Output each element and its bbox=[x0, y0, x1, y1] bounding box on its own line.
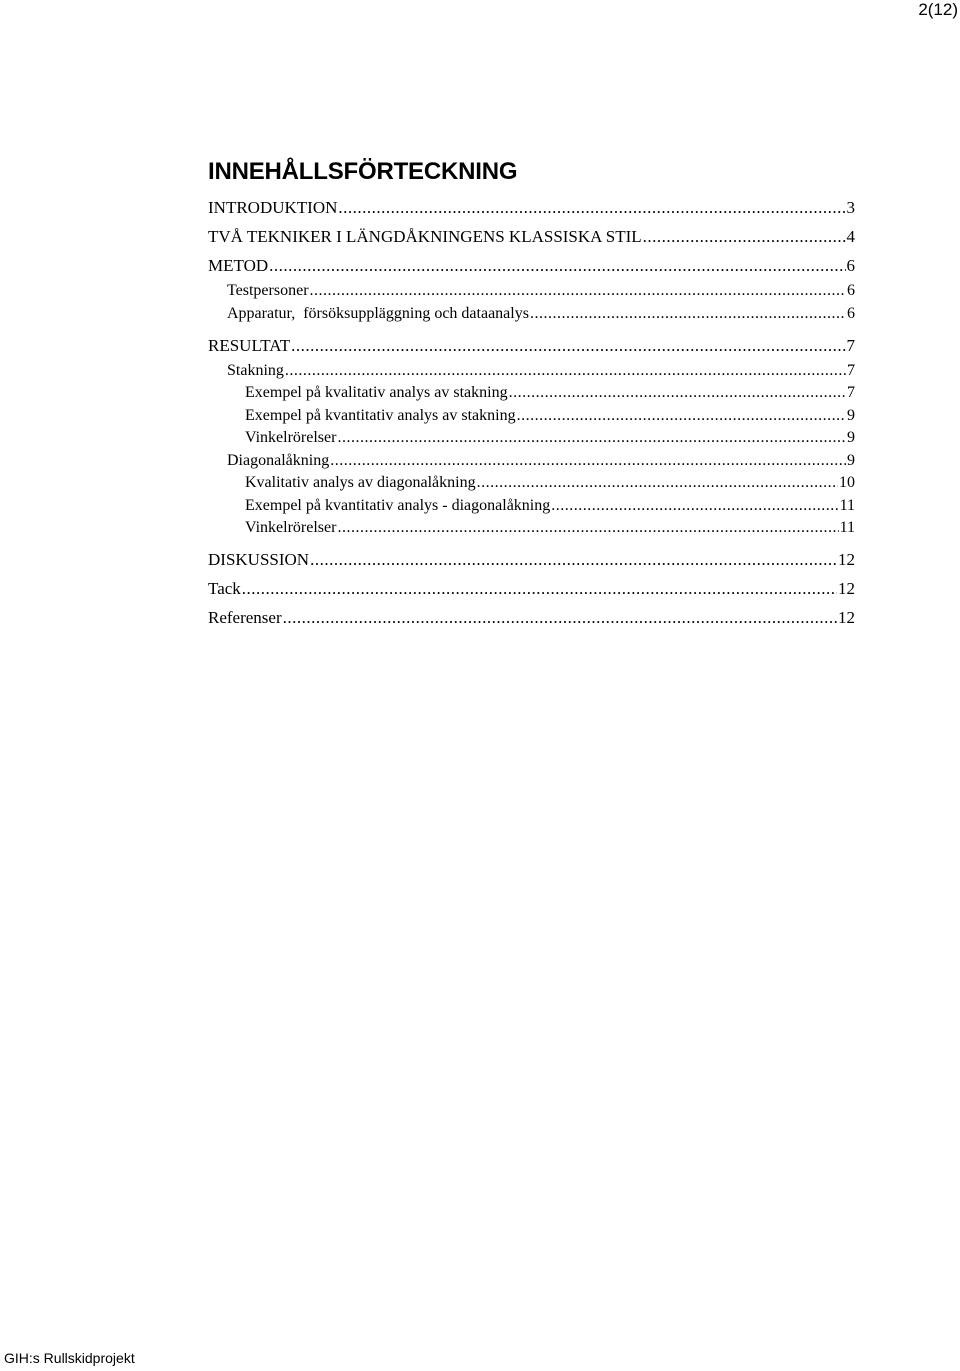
dot-leader bbox=[477, 472, 838, 495]
toc-entry-page: 6 bbox=[846, 256, 855, 275]
toc-entry-tack[interactable] bbox=[208, 574, 855, 603]
toc-entry-page: 9 bbox=[847, 406, 855, 424]
toc-entry-diskussion[interactable] bbox=[208, 545, 855, 574]
toc-entry-text: RESULTAT bbox=[208, 335, 291, 355]
toc-entry-referenser[interactable] bbox=[208, 603, 855, 632]
toc-entry-text: DISKUSSION bbox=[208, 550, 310, 569]
toc-entry-apparatur[interactable] bbox=[208, 303, 855, 331]
dot-leader bbox=[643, 222, 846, 251]
toc-entry-page: 12 bbox=[838, 608, 855, 627]
toc-entry-text: Kvalitativ analys av diagonalåkning bbox=[245, 474, 476, 491]
dot-leader bbox=[291, 331, 845, 360]
toc-entry-page: 6 bbox=[847, 282, 855, 299]
toc-entry-text: Exempel på kvantitativ analys av stakning bbox=[245, 406, 516, 424]
toc-entry-page: 6 bbox=[847, 304, 855, 322]
toc-entry-page: 4 bbox=[846, 227, 855, 246]
table-of-contents bbox=[208, 193, 855, 632]
toc-entry-kvantitativ-stakning[interactable] bbox=[208, 405, 855, 428]
toc-entry-stakning[interactable] bbox=[208, 360, 855, 383]
dot-leader bbox=[330, 450, 846, 473]
toc-entry-introduktion[interactable] bbox=[208, 193, 855, 222]
toc-entry-text: Testpersoner bbox=[227, 282, 309, 299]
toc-entry-page: 12 bbox=[838, 579, 855, 598]
toc-entry-page: 7 bbox=[846, 335, 855, 355]
toc-entry-page: 7 bbox=[847, 361, 855, 379]
dot-leader bbox=[269, 251, 845, 280]
toc-entry-tva-tekniker[interactable] bbox=[208, 222, 855, 251]
dot-leader bbox=[509, 382, 846, 405]
toc-entry-resultat[interactable] bbox=[208, 331, 855, 360]
toc-entry-page: 11 bbox=[839, 496, 855, 514]
footer-text: GIH:s Rullskidprojekt bbox=[4, 1350, 135, 1366]
toc-entry-page: 9 bbox=[847, 451, 855, 469]
toc-entry-text: Apparatur, försöksuppläggning och dataanalys bbox=[227, 304, 529, 322]
toc-entry-kvalitativ-diagonalakning[interactable] bbox=[208, 472, 855, 495]
dot-leader bbox=[283, 603, 837, 632]
toc-entry-metod[interactable] bbox=[208, 251, 855, 280]
dot-leader bbox=[285, 360, 846, 383]
dot-leader bbox=[530, 303, 846, 326]
toc-entry-vinkelrorelser-diagonalakning[interactable] bbox=[208, 517, 855, 545]
toc-entry-page: 3 bbox=[846, 198, 855, 217]
toc-entry-kvantitativ-diagonalakning[interactable] bbox=[208, 495, 855, 518]
toc-entry-page: 11 bbox=[839, 519, 855, 536]
toc-entry-page: 9 bbox=[847, 429, 855, 446]
dot-leader bbox=[551, 495, 838, 518]
toc-entry-text: Tack bbox=[208, 579, 241, 598]
dot-leader bbox=[517, 405, 846, 428]
toc-entry-text: Vinkelrörelser bbox=[245, 429, 337, 446]
toc-entry-text: Diagonalåkning bbox=[227, 451, 330, 469]
toc-entry-page: 10 bbox=[839, 474, 855, 491]
toc-entry-text: METOD bbox=[208, 256, 269, 275]
dot-leader bbox=[338, 193, 845, 222]
toc-entry-text: Vinkelrörelser bbox=[245, 519, 337, 536]
dot-leader bbox=[337, 517, 838, 540]
toc-title: INNEHÅLLSFÖRTECKNING bbox=[208, 158, 518, 185]
dot-leader bbox=[242, 574, 837, 603]
toc-entry-text: Referenser bbox=[208, 608, 282, 627]
toc-entry-text: Stakning bbox=[227, 361, 284, 379]
dot-leader bbox=[337, 427, 846, 450]
toc-entry-kvalitativ-stakning[interactable] bbox=[208, 382, 855, 405]
toc-entry-text: INTRODUKTION bbox=[208, 198, 338, 217]
toc-entry-vinkelrorelser-stakning[interactable] bbox=[208, 427, 855, 450]
toc-entry-text: Exempel på kvantitativ analys - diagonalåkning bbox=[245, 496, 551, 514]
page-number: 2(12) bbox=[918, 0, 958, 19]
toc-entry-page: 12 bbox=[838, 550, 855, 569]
dot-leader bbox=[310, 545, 837, 574]
toc-entry-diagonalakning[interactable] bbox=[208, 450, 855, 473]
toc-entry-text: TVÅ TEKNIKER I LÄNGDÅKNINGENS KLASSISKA STIL bbox=[208, 227, 642, 246]
toc-entry-testpersoner[interactable] bbox=[208, 280, 855, 303]
toc-entry-text: Exempel på kvalitativ analys av stakning bbox=[245, 384, 508, 401]
toc-entry-page: 7 bbox=[847, 384, 855, 401]
dot-leader bbox=[310, 280, 846, 303]
